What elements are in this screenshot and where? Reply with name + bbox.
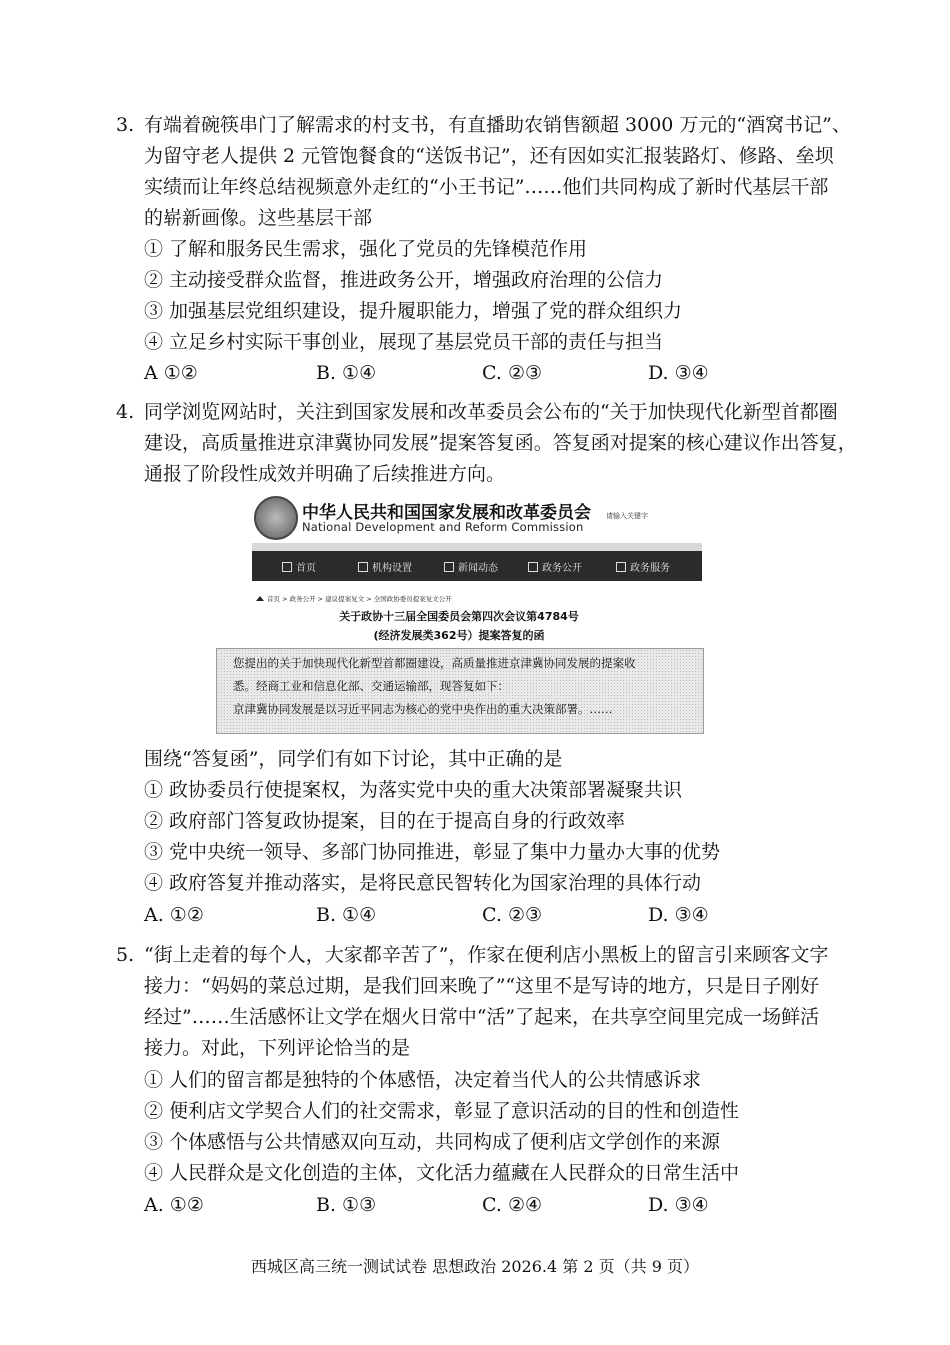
nav-bar <box>252 551 702 581</box>
nav-item-public <box>528 559 582 574</box>
question-number: 3. <box>116 114 135 136</box>
nav-item-home <box>282 559 316 574</box>
service-icon <box>616 562 626 572</box>
statement-option: ② 政府部门答复政协提案，目的在于提高自身的行政效率 <box>144 810 626 832</box>
answer-choice-c: C. ②④ <box>482 1194 543 1216</box>
nav-item-org <box>358 559 412 574</box>
nav-item-news <box>444 559 498 574</box>
question-stem-line: 接力。对此，下列评论恰当的是 <box>144 1037 411 1059</box>
statement-option: ② 便利店文学契合人们的社交需求，彰显了意识活动的目的性和创造性 <box>144 1100 740 1122</box>
home-icon <box>256 596 264 601</box>
question-stem-line: “街上走着的每个人，大家都辛苦了”，作家在便利店小黑板上的留言引来顾客文字 <box>144 944 829 966</box>
answer-choice-a: A ①② <box>144 362 198 384</box>
question-stem-line: 经过”……生活感怀让文学在烟火日常中“活”了起来，在共享空间里完成一场鲜活 <box>144 1006 820 1028</box>
header-band <box>252 543 702 551</box>
nav-label: 首页 <box>296 563 316 574</box>
answer-choice-d: D. ③④ <box>648 1194 709 1216</box>
org-name-chinese: 中华人民共和国国家发展和改革委员会 <box>302 503 591 523</box>
statement-option: ① 了解和服务民生需求，强化了党员的先锋模范作用 <box>144 238 588 260</box>
answer-choice-d: D. ③④ <box>648 362 709 384</box>
answer-choice-a: A. ①② <box>144 1194 204 1216</box>
ndrc-website-screenshot <box>216 490 702 735</box>
page-footer: 西城区高三统一测试试卷 思想政治 2026.4 第 2 页（共 9 页） <box>251 1257 699 1276</box>
news-icon <box>444 562 454 572</box>
nav-item-service <box>616 559 670 574</box>
question-stem-line: 有端着碗筷串门了解需求的村支书，有直播助农销售额超 3000 万元的“酒窝书记”、 <box>144 114 851 136</box>
answer-choice-c: C. ②③ <box>482 362 543 384</box>
answer-choice-b: B. ①④ <box>316 904 377 926</box>
answer-choice-a: A. ①② <box>144 904 204 926</box>
statement-option: ① 人们的留言都是独特的个体感悟，决定着当代人的公共情感诉求 <box>144 1069 702 1091</box>
answer-choice-b: B. ①③ <box>316 1194 377 1216</box>
question-stem-line: 为留守老人提供 2 元管饱餐食的“送饭书记”，还有因如实汇报装路灯、修路、垒坝 <box>144 145 834 167</box>
nav-label: 新闻动态 <box>458 563 498 574</box>
question-stem-line: 实绩而让年终总结视频意外走红的“小王书记”……他们共同构成了新时代基层干部 <box>144 176 829 198</box>
statement-option: ④ 人民群众是文化创造的主体，文化活力蕴藏在人民群众的日常生活中 <box>144 1162 740 1184</box>
answer-choice-b: B. ①④ <box>316 362 377 384</box>
excerpt-line: 悉。经商工业和信息化部、交通运输部，现答复如下： <box>233 679 509 693</box>
search-placeholder: 请输入关键字 <box>606 512 648 520</box>
document-title: 关于政协十三届全国委员会第四次会议第4784号 <box>339 610 579 623</box>
statement-option: ③ 个体感悟与公共情感双向互动，共同构成了便利店文学创作的来源 <box>144 1131 721 1153</box>
building-icon <box>358 562 368 572</box>
question-stem-line: 围绕“答复函”，同学们有如下讨论，其中正确的是 <box>144 748 563 770</box>
question-stem-line: 通报了阶段性成效并明确了后续推进方向。 <box>144 463 506 485</box>
excerpt-line: 您提出的关于加快现代化新型首都圈建设，高质量推进京津冀协同发展的提案收 <box>233 656 636 670</box>
document-subtitle: (经济发展类362号）提案答复的函 <box>373 629 545 642</box>
statement-option: ③ 党中央统一领导、多部门协同推进，彰显了集中力量办大事的优势 <box>144 841 721 863</box>
home-icon <box>282 562 292 572</box>
statement-option: ① 政协委员行使提案权，为落实党中央的重大决策部署凝聚共识 <box>144 779 683 801</box>
national-emblem-icon <box>254 496 298 540</box>
statement-option: ③ 加强基层党组织建设，提升履职能力，增强了党的群众组织力 <box>144 300 683 322</box>
question-stem-line: 的崭新画像。这些基层干部 <box>144 207 373 229</box>
excerpt-line: 京津冀协同发展是以习近平同志为核心的党中央作出的重大决策部署。…… <box>233 702 613 716</box>
nav-label: 政务服务 <box>630 563 670 574</box>
breadcrumb <box>256 594 452 603</box>
gear-icon <box>528 562 538 572</box>
answer-choice-d: D. ③④ <box>648 904 709 926</box>
reply-letter-excerpt <box>216 648 704 734</box>
org-name-english: National Development and Reform Commission <box>302 520 584 534</box>
statement-option: ④ 立足乡村实际干事创业，展现了基层党员干部的责任与担当 <box>144 331 664 353</box>
question-stem-line: 同学浏览网站时，关注到国家发展和改革委员会公布的“关于加快现代化新型首都圈 <box>144 401 838 423</box>
question-stem-line: 接力：“妈妈的菜总过期，是我们回来晚了”“这里不是写诗的地方，只是日子刚好 <box>144 975 820 997</box>
answer-choice-c: C. ②③ <box>482 904 543 926</box>
statement-option: ② 主动接受群众监督，推进政务公开，增强政府治理的公信力 <box>144 269 664 291</box>
statement-option: ④ 政府答复并推动落实，是将民意民智转化为国家治理的具体行动 <box>144 872 702 894</box>
question-number: 4. <box>116 401 135 423</box>
question-number: 5. <box>116 944 135 966</box>
breadcrumb-text: 首页 > 政务公开 > 建议提案复文 > 全国政协委员提案复文公开 <box>267 595 452 603</box>
nav-label: 政务公开 <box>542 563 582 574</box>
question-stem-line: 建设，高质量推进京津冀协同发展”提案答复函。答复函对提案的核心建议作出答复， <box>144 432 857 454</box>
nav-label: 机构设置 <box>372 563 412 574</box>
